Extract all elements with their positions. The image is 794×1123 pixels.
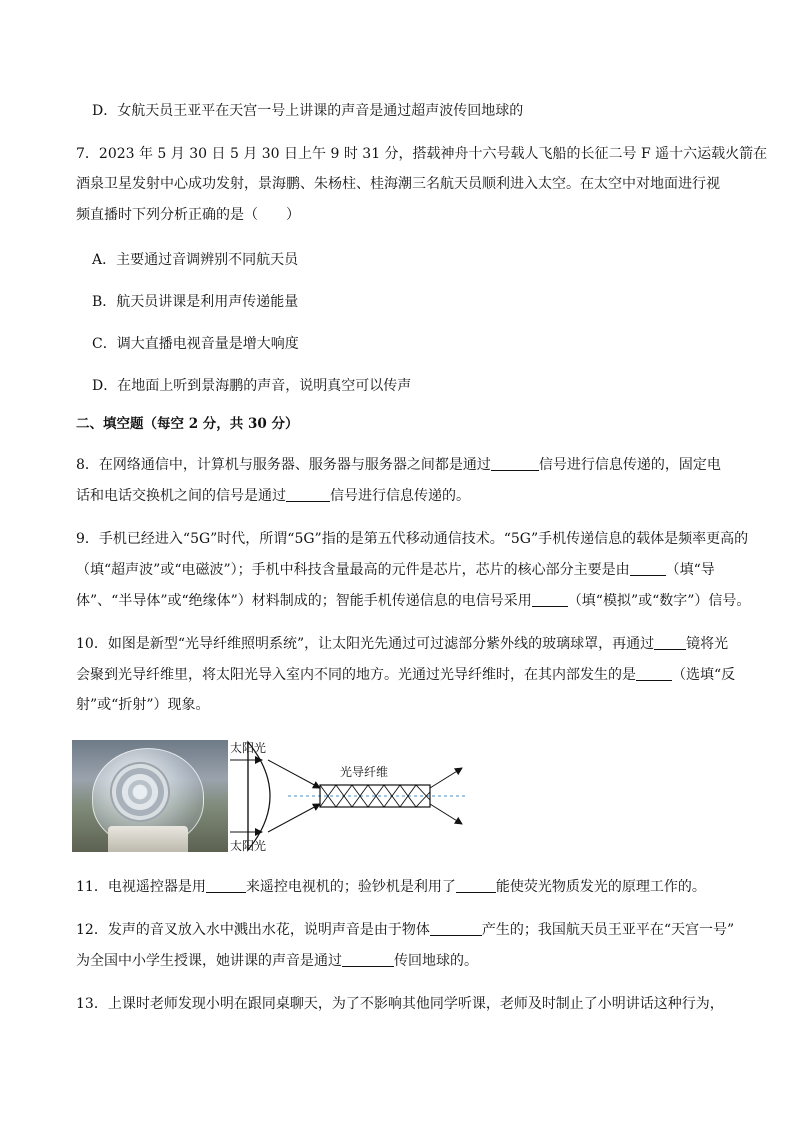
q9-text-3: 体”、“半导体”或“绝缘体”）材料制成的；智能手机传递信息的电信号采用 xyxy=(76,593,532,609)
q8-text-1: 8．在网络通信中，计算机与服务器、服务器与服务器之间都是通过 xyxy=(76,457,491,473)
exit-ray-top xyxy=(430,768,462,788)
q9-line1: 9．手机已经进入“5G”时代，所谓“5G”指的是第五代移动通信技术。“5G”手机传递信息的载体是频率更高的 xyxy=(76,531,749,547)
q8-blank-1 xyxy=(491,456,539,471)
q12-text-2: 产生的；我国航天员王亚平在“天宫一号” xyxy=(481,922,735,938)
q8-text-4: 信号进行信息传递的。 xyxy=(330,488,470,504)
q7-stem-line2: 酒泉卫星发射中心成功发射，景海鹏、朱杨柱、桂海潮三名航天员顺利进入太空。在太空中对地面进行视 xyxy=(76,176,720,192)
q7-option-a: A．主要通过音调辨别不同航天员 xyxy=(92,252,299,268)
q11-line xyxy=(76,877,706,897)
q12-line2 xyxy=(76,951,478,971)
q10-text-1: 10．如图是新型“光导纤维照明系统”，让太阳光先通过可过滤部分紫外线的玻璃球罩，再通过 xyxy=(76,636,655,652)
collector-base xyxy=(108,826,188,852)
q10-blank-1 xyxy=(654,635,686,650)
q8-text-3: 话和电话交换机之间的信号是通过 xyxy=(76,488,286,504)
q10-line1 xyxy=(76,634,728,654)
q12-text-3: 为全国中小学生授课，她讲课的声音是通过 xyxy=(76,953,342,969)
q10-text-3: 会聚到光导纤维里，将太阳光导入室内不同的地方。光通过光导纤维时，在其内部发生的是 xyxy=(76,667,636,683)
q9-line2 xyxy=(76,560,715,580)
exit-ray-bottom xyxy=(430,804,462,824)
solar-collector-photo xyxy=(72,740,228,852)
q10-blank-2 xyxy=(636,666,672,681)
q12-text-4: 传回地球的。 xyxy=(394,953,478,969)
q7-option-b: B．航天员讲课是利用声传递能量 xyxy=(92,294,299,310)
label-optical-fiber: 光导纤维 xyxy=(340,765,389,779)
q11-text-1: 11．电视遥控器是用 xyxy=(76,879,206,895)
q11-blank-1 xyxy=(206,878,246,893)
q9-blank-3 xyxy=(532,592,568,607)
q7-option-d: D．在地面上听到景海鹏的声音，说明真空可以传声 xyxy=(92,378,412,394)
q9-text-1: （填“超声波”或“电磁波”）；手机中科技含量最高的元件是芯片，芯片的核心部分主要是由 xyxy=(76,562,630,578)
section-heading-fill-in: 二、填空题（每空 2 分，共 30 分） xyxy=(76,416,299,432)
q8-line1 xyxy=(76,455,721,475)
q11-blank-2 xyxy=(456,878,496,893)
q10-line3: 射”或“折射”）现象。 xyxy=(76,697,210,713)
q8-text-2: 信号进行信息传递的，固定电 xyxy=(538,457,721,473)
q7-stem-line3: 频直播时下列分析正确的是（ ） xyxy=(76,207,300,223)
q12-line1 xyxy=(76,920,734,940)
q10-text-4: （选填“反 xyxy=(672,667,736,683)
q11-text-3: 能使荧光物质发光的原理工作的。 xyxy=(495,879,706,895)
q12-text-1: 12．发声的音叉放入水中溅出水花，说明声音是由于物体 xyxy=(76,922,430,938)
converging-ray-bottom xyxy=(268,804,320,832)
converging-ray-top xyxy=(268,760,320,788)
label-sunlight-bottom: 太阳光 xyxy=(230,839,267,853)
q10-line2 xyxy=(76,665,735,685)
q7-option-c: C．调大直播电视音量是增大响度 xyxy=(92,336,299,352)
q11-text-2: 来遥控电视机的；验钞机是利用了 xyxy=(245,879,456,895)
q9-text-4: （填“模拟”或“数字”）信号。 xyxy=(567,593,751,609)
optical-fiber-diagram xyxy=(228,738,498,854)
q8-line2 xyxy=(76,486,470,506)
convex-lens xyxy=(248,742,270,850)
q6-option-d: D．女航天员王亚平在天宫一号上讲课的声音是通过超声波传回地球的 xyxy=(92,103,524,119)
label-sunlight-top: 太阳光 xyxy=(230,741,267,755)
q9-blank-2 xyxy=(630,561,666,576)
q13-line1: 13．上课时老师发现小明在跟同桌聊天，为了不影响其他同学听课，老师及时制止了小明讲话这种行为， xyxy=(76,996,724,1012)
q7-stem-line1: 7．2023 年 5 月 30 日 5 月 30 日上午 9 时 31 分，搭载神舟十六号载人飞船的长征二号 F 遥十六运载火箭在 xyxy=(76,146,768,162)
q10-text-2: 镜将光 xyxy=(686,636,729,652)
q9-line3 xyxy=(76,591,750,611)
q12-blank-1 xyxy=(430,921,482,936)
q9-text-2: （填“导 xyxy=(665,562,715,578)
q12-blank-2 xyxy=(342,952,394,967)
q8-blank-2 xyxy=(286,487,330,502)
